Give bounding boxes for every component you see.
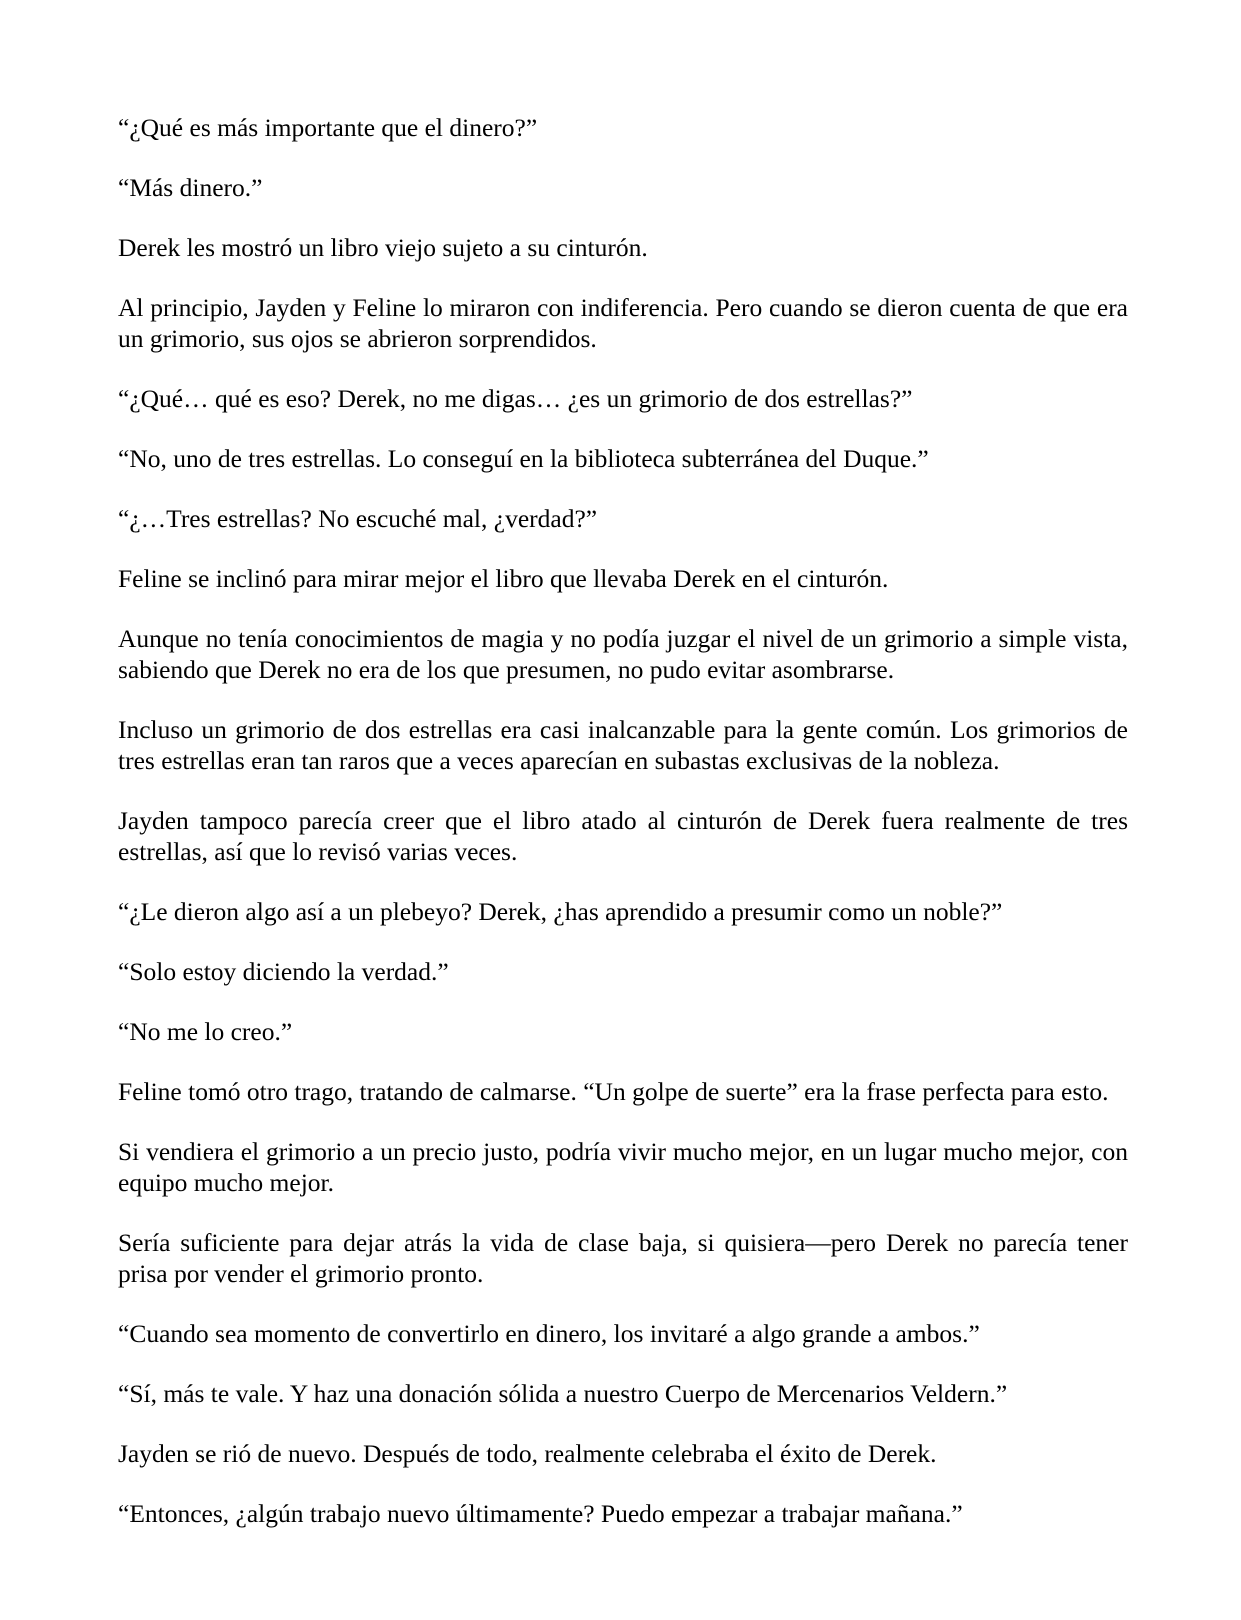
paragraph: “Cuando sea momento de convertirlo en dinero, los invitaré a algo grande a ambos.” [118, 1319, 980, 1348]
paragraph: “¿Qué es más importante que el dinero?” [118, 113, 538, 142]
paragraph: Al principio, Jayden y Feline lo miraron con indiferencia. Pero cuando se dieron cuenta de que era un grimorio, sus ojos se abrieron sorprendidos. [118, 293, 1128, 353]
paragraph: “No me lo creo.” [118, 1017, 293, 1046]
body-text [118, 112, 1128, 1558]
paragraph: Sería suficiente para dejar atrás la vida de clase baja, si quisiera—pero Derek no parecía tener prisa por vender el grimorio pronto. [118, 1228, 1128, 1288]
paragraph: Jayden se rió de nuevo. Después de todo, realmente celebraba el éxito de Derek. [118, 1439, 937, 1468]
paragraph: “Más dinero.” [118, 173, 263, 202]
paragraph: Si vendiera el grimorio a un precio justo, podría vivir mucho mejor, en un lugar mucho mejor, con equipo mucho mejor. [118, 1137, 1128, 1197]
paragraph: “Entonces, ¿algún trabajo nuevo últimamente? Puedo empezar a trabajar mañana.” [118, 1499, 963, 1528]
paragraph: “¿…Tres estrellas? No escuché mal, ¿verdad?” [118, 504, 598, 533]
paragraph: Feline tomó otro trago, tratando de calmarse. “Un golpe de suerte” era la frase perfecta para esto. [118, 1077, 1109, 1106]
paragraph: “Solo estoy diciendo la verdad.” [118, 957, 449, 986]
paragraph: Derek les mostró un libro viejo sujeto a su cinturón. [118, 233, 648, 262]
paragraph: Feline se inclinó para mirar mejor el libro que llevaba Derek en el cinturón. [118, 564, 889, 593]
paragraph: Jayden tampoco parecía creer que el libro atado al cinturón de Derek fuera realmente de tres estrellas, así que lo revisó varias veces. [118, 806, 1128, 866]
paragraph: Incluso un grimorio de dos estrellas era casi inalcanzable para la gente común. Los grimorios de tres estrellas eran tan raros que a veces aparecían en subastas exclusivas de la nobleza. [118, 715, 1128, 775]
paragraph: “¿Qué… qué es eso? Derek, no me digas… ¿es un grimorio de dos estrellas?” [118, 384, 913, 413]
paragraph: “No, uno de tres estrellas. Lo conseguí en la biblioteca subterránea del Duque.” [118, 444, 929, 473]
paragraph: “Sí, más te vale. Y haz una donación sólida a nuestro Cuerpo de Mercenarios Veldern.” [118, 1379, 1008, 1408]
paragraph: “¿Le dieron algo así a un plebeyo? Derek, ¿has aprendido a presumir como un noble?” [118, 897, 1003, 926]
paragraph: Aunque no tenía conocimientos de magia y no podía juzgar el nivel de un grimorio a simple vista, sabiendo que Derek no era de los que presumen, no pudo evitar asombrarse. [118, 624, 1128, 684]
